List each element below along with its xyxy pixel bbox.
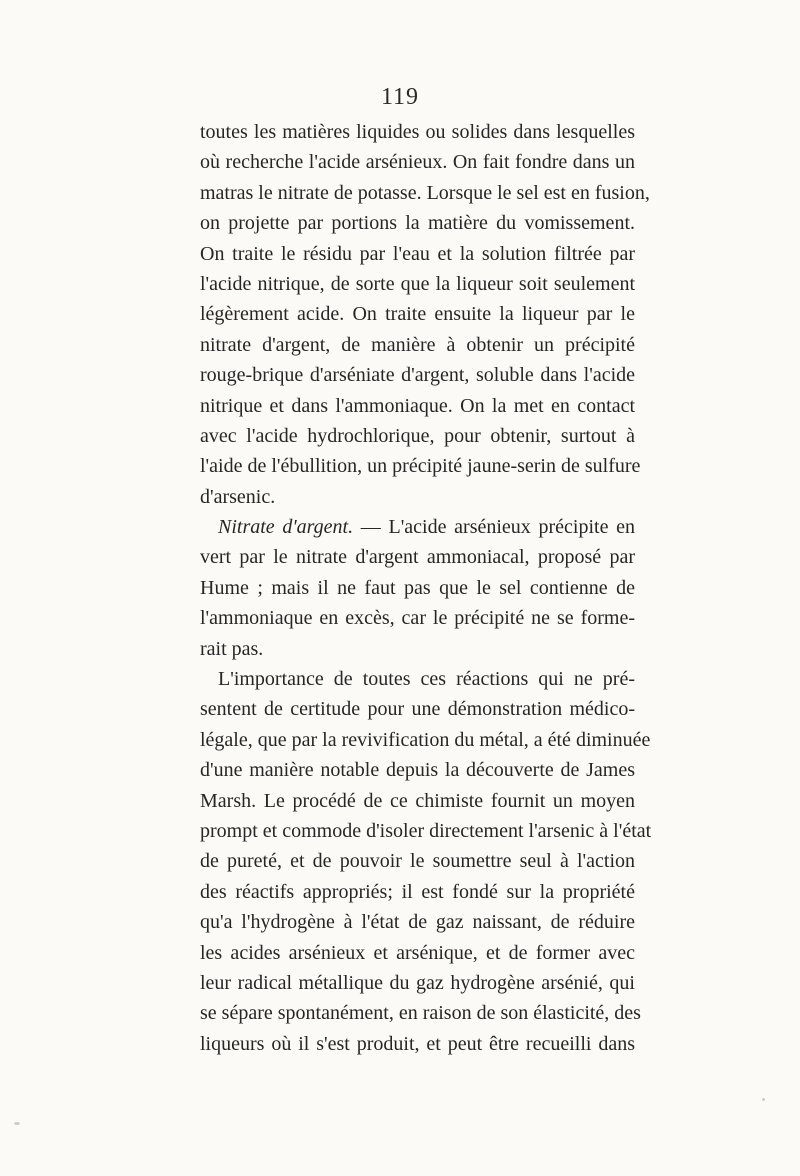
text-line: toutes les matières liquides ou solides dans lesquelles [200, 121, 635, 143]
text-line: avec l'acide hydrochlorique, pour obtenir, surtout à [200, 424, 635, 447]
text-line: nitrate d'argent, de manière à obtenir un précipité [200, 333, 635, 356]
text-line: leur radical métallique du gaz hydrogène arsénié, qui [200, 971, 635, 994]
text-line: l'acide nitrique, de sorte que la liqueur soit seulement [200, 272, 635, 295]
text-line: vert par le nitrate d'argent ammoniacal, proposé par [200, 546, 635, 569]
text-line: matras le nitrate de potasse. Lorsque le sel est en fusion, [200, 181, 650, 204]
text-line: légale, que par la revivification du métal, a été diminuée [200, 728, 651, 751]
text-line: On traite le résidu par l'eau et la solution filtrée par [200, 242, 635, 265]
paper-speck [762, 1098, 765, 1101]
text-line: d'une manière notable depuis la découverte de James [200, 759, 635, 782]
paper-speck [14, 1122, 20, 1125]
text-line: les acides arsénieux et arsénique, et de former avec [200, 941, 635, 964]
text-line: qu'a l'hydrogène à l'état de gaz naissant, de réduire [200, 911, 635, 934]
text-fragment: — L'acide arsénieux précipite en [360, 516, 636, 539]
text-line: on projette par portions la matière du vomissement. [200, 212, 635, 235]
text-line: L'importance de toutes ces réactions qui ne pré- [218, 668, 635, 691]
page-number: 119 [380, 84, 420, 110]
text-line: se sépare spontanément, en raison de son élasticité, des [200, 1002, 641, 1025]
text-line: nitrique et dans l'ammoniaque. On la met en contact [200, 394, 635, 417]
text-line: liqueurs où il s'est produit, et peut être recueilli dans [200, 1032, 635, 1055]
text-line: des réactifs appropriés; il est fondé sur la propriété [200, 880, 635, 903]
text-line: Hume ; mais il ne faut pas que le sel contienne de [200, 576, 635, 599]
text-line: sentent de certitude pour une démonstration médico- [200, 698, 635, 721]
text-line: l'aide de l'ébullition, un précipité jaune-serin de sulfure [200, 455, 641, 478]
section-heading: Nitrate d'argent. [218, 516, 354, 539]
body-text [200, 117, 652, 1059]
text-line: Marsh. Le procédé de ce chimiste fournit un moyen [200, 789, 635, 812]
text-line: légèrement acide. On traite ensuite la liqueur par le [200, 303, 635, 326]
text-line: où recherche l'acide arsénieux. On fait fondre dans un [200, 151, 635, 174]
text-line: prompt et commode d'isoler directement l'arsenic à l'état [200, 819, 652, 842]
text-line: de pureté, et de pouvoir le soumettre seul à l'action [200, 850, 635, 873]
text-line: rouge-brique d'arséniate d'argent, soluble dans l'acide [200, 364, 635, 387]
text-line: d'arsenic. [200, 485, 276, 508]
text-line: l'ammoniaque en excès, car le précipité ne se forme- [200, 607, 635, 630]
text-line: rait pas. [200, 637, 264, 660]
text-line-with-heading [200, 512, 635, 542]
